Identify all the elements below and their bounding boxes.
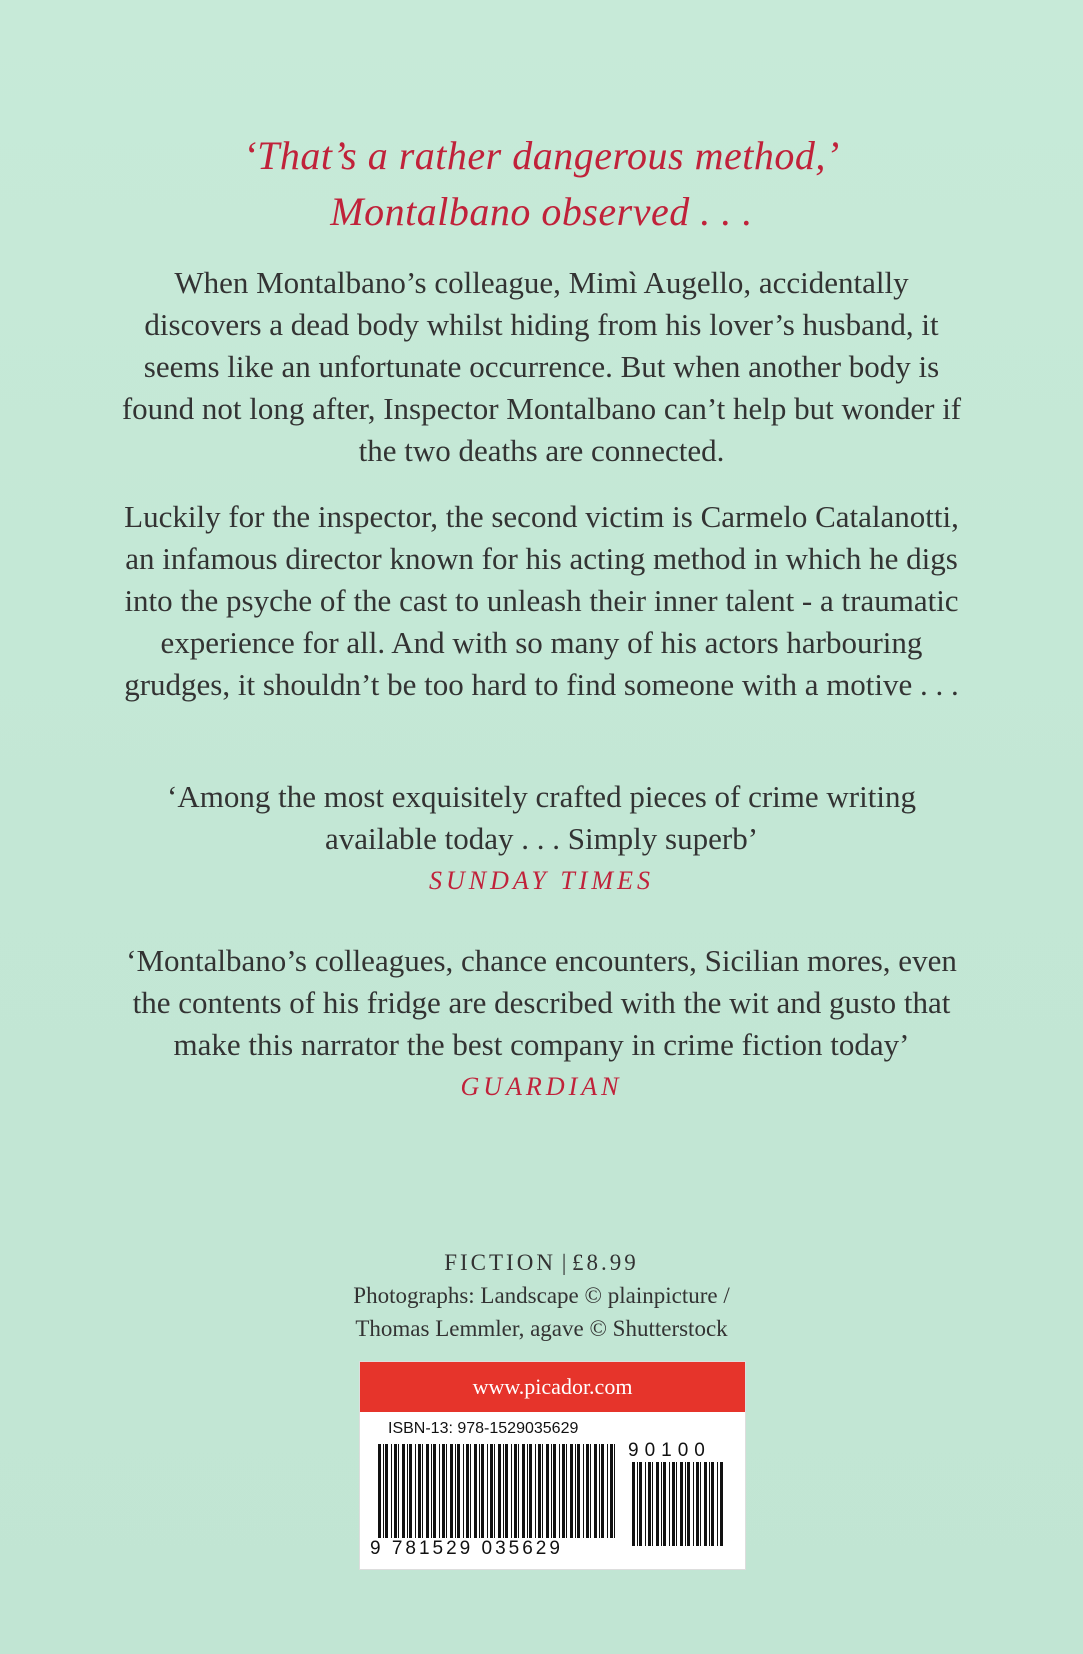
isbn-label: ISBN-13: 978-1529035629: [388, 1420, 579, 1437]
barcode-bar: [559, 1444, 560, 1540]
barcode-bar: [442, 1444, 445, 1540]
category: FICTION: [444, 1250, 556, 1275]
blurb-paragraph-2: Luckily for the inspector, the second victim is Carmelo Catalanotti, an infamous director known for his acting method in which he digs into the psyche of the cast to unleash their inner talent - a traumatic experience for all. And with so many of his actors harbouring grudges, it shouldn’t be too hard to find someone with a motive . . .: [124, 499, 959, 702]
category-price-line: [0, 1246, 1083, 1279]
barcode-bar: [663, 1462, 666, 1546]
barcode-bar: [577, 1444, 580, 1540]
barcode-bar: [378, 1444, 381, 1540]
barcode-bar: [394, 1444, 397, 1540]
barcode-bar: [661, 1462, 662, 1546]
barcode-bar: [575, 1444, 576, 1540]
barcode-bar: [481, 1444, 484, 1540]
separator: |: [561, 1250, 567, 1275]
barcode-bar: [637, 1462, 638, 1546]
barcode-bar: [505, 1444, 508, 1540]
barcode-bar: [409, 1444, 412, 1540]
book-meta: [0, 1246, 1083, 1345]
barcode-bar: [614, 1444, 615, 1540]
barcode-bar: [586, 1444, 589, 1540]
barcode-bar: [607, 1444, 608, 1540]
barcode-bar: [610, 1444, 613, 1540]
barcode-main-digits: 9 781529 035629: [370, 1538, 630, 1560]
barcode-bar: [385, 1444, 388, 1540]
barcode-bar: [570, 1444, 573, 1540]
barcode-bar: [696, 1462, 699, 1546]
barcode-bar: [546, 1444, 549, 1540]
barcode-bar: [693, 1462, 694, 1546]
barcode-bar: [446, 1444, 447, 1540]
barcode-bar: [720, 1462, 723, 1546]
barcode-bar: [450, 1444, 453, 1540]
barcode-bar: [527, 1444, 528, 1540]
barcode-bar: [391, 1444, 392, 1540]
blurb-paragraph-1: When Montalbano’s colleague, Mimì Augello, accidentally discovers a dead body whilst hiding from his lover’s husband, it seems like an unfortunate occurrence. But when another body is found not long after, Inspector Montalbano can’t help but wonder if the two deaths are connected.: [121, 265, 962, 468]
barcode-bar: [422, 1444, 423, 1540]
tagline-line-2: Montalbano observed . . .: [330, 189, 753, 234]
barcode-bar: [542, 1444, 543, 1540]
barcode-bar: [711, 1462, 714, 1546]
tagline: [0, 128, 1083, 240]
barcode-addon-icon: [628, 1462, 728, 1546]
barcode-bar: [648, 1462, 651, 1546]
barcode-bar: [426, 1444, 429, 1540]
publisher-url[interactable]: www.picador.com: [360, 1362, 745, 1412]
barcode-bar: [503, 1444, 504, 1540]
barcode-bar: [535, 1444, 536, 1540]
barcode-bar: [415, 1444, 416, 1540]
barcode-addon-digits: 90100: [628, 1440, 711, 1461]
review-text: ‘Among the most exquisitely crafted pieces of crime writing available today . . . Simply superb’: [167, 779, 916, 856]
barcode-panel: [359, 1361, 746, 1570]
barcode-bar: [594, 1444, 597, 1540]
barcode-bar: [522, 1444, 525, 1540]
barcode-main-icon: [374, 1444, 624, 1544]
barcode-bar: [680, 1462, 683, 1546]
review-source: SUNDAY TIMES: [429, 866, 654, 895]
barcode-bar: [700, 1462, 701, 1546]
barcode-bar: [431, 1444, 432, 1540]
barcode-bar: [383, 1444, 384, 1540]
barcode-bar: [487, 1444, 488, 1540]
barcode-bar: [490, 1444, 493, 1540]
review-text: ‘Montalbano’s colleagues, chance encounters, Sicilian mores, even the contents of his fridge are described with the wit and gusto that make this narrator the best company in crime fiction today’: [126, 943, 957, 1062]
barcode-bar: [717, 1462, 718, 1546]
barcode-bar: [601, 1444, 604, 1540]
barcode-bar: [672, 1462, 675, 1546]
review-source: GUARDIAN: [460, 1072, 623, 1101]
barcode-bar: [511, 1444, 512, 1540]
barcode-bar: [455, 1444, 456, 1540]
barcode-bar: [398, 1444, 399, 1540]
barcode-bar: [599, 1444, 600, 1540]
review-quote-1: [120, 776, 963, 902]
barcode-bar: [566, 1444, 567, 1540]
barcode-bar: [463, 1444, 464, 1540]
barcode-bar: [494, 1444, 495, 1540]
barcode-bar: [551, 1444, 552, 1540]
barcode-bar: [590, 1444, 591, 1540]
barcode-bar: [479, 1444, 480, 1540]
photo-credits-line-2: Thomas Lemmler, agave © Shutterstock: [355, 1316, 728, 1341]
barcode-bar: [676, 1462, 677, 1546]
barcode-bar: [645, 1462, 646, 1546]
barcode-bar: [709, 1462, 710, 1546]
photo-credits-line-1: Photographs: Landscape © plainpicture /: [353, 1283, 730, 1308]
barcode-bar: [407, 1444, 408, 1540]
barcode-bar: [518, 1444, 519, 1540]
tagline-line-1: ‘That’s a rather dangerous method,’: [243, 133, 840, 178]
barcode-bar: [402, 1444, 405, 1540]
barcode-bar: [529, 1444, 532, 1540]
barcode-bar: [687, 1462, 690, 1546]
review-quote-2: [120, 940, 963, 1108]
barcode-bar: [652, 1462, 653, 1546]
barcode-bar: [704, 1462, 707, 1546]
barcode-bar: [457, 1444, 460, 1540]
barcode-bar: [553, 1444, 556, 1540]
barcode-bar: [498, 1444, 501, 1540]
barcode-bar: [562, 1444, 565, 1540]
barcode-bar: [439, 1444, 440, 1540]
barcode-bar: [418, 1444, 421, 1540]
barcode-bar: [632, 1462, 635, 1546]
barcode-bar: [639, 1462, 642, 1546]
barcode-bar: [433, 1444, 436, 1540]
barcode-bar: [669, 1462, 670, 1546]
barcode-bar: [656, 1462, 659, 1546]
barcode-bar: [538, 1444, 541, 1540]
barcode-bar: [470, 1444, 471, 1540]
barcode-bar: [466, 1444, 469, 1540]
barcode-bar: [685, 1462, 686, 1546]
barcode-bar: [514, 1444, 517, 1540]
barcode-bar: [583, 1444, 584, 1540]
barcode-bar: [474, 1444, 477, 1540]
price: £8.99: [572, 1250, 639, 1275]
